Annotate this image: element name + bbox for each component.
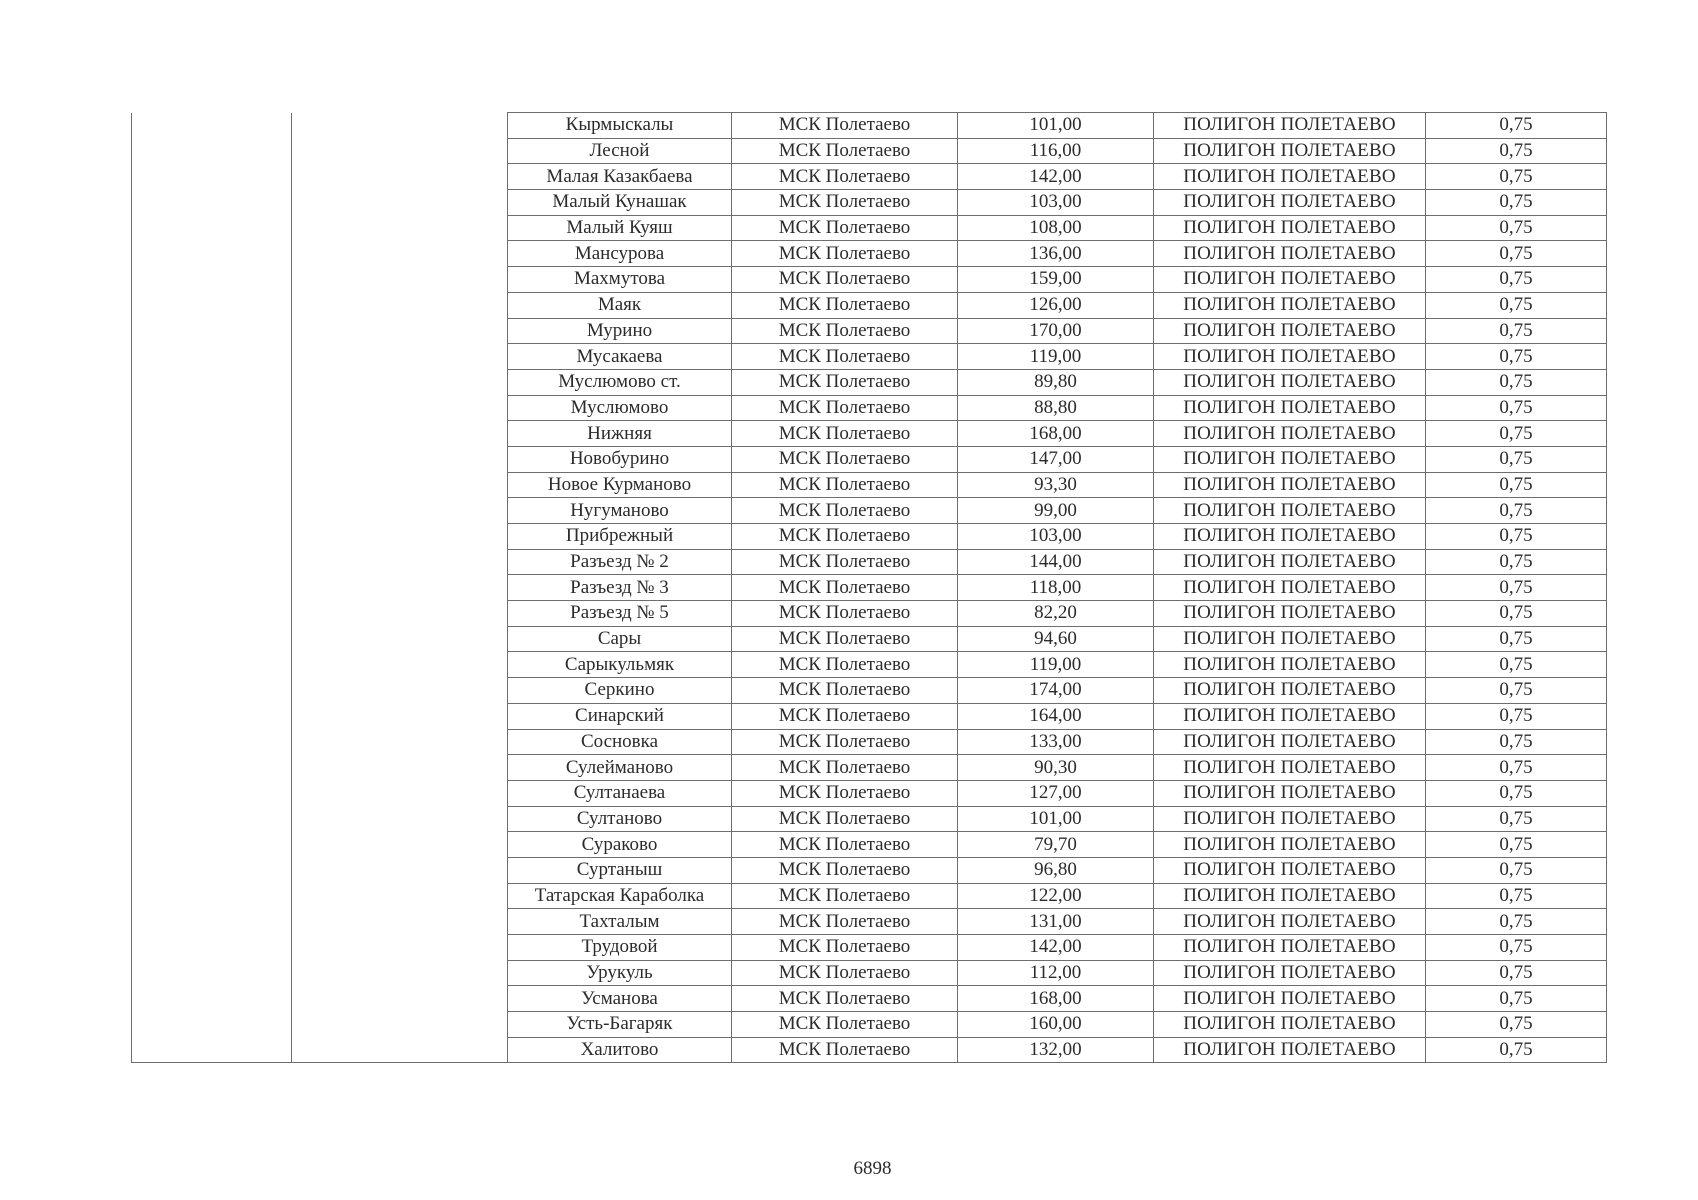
blank-cell-mid — [292, 755, 508, 781]
source-cell: МСК Полетаево — [732, 318, 958, 344]
source-cell: МСК Полетаево — [732, 703, 958, 729]
coefficient-cell: 0,75 — [1426, 626, 1607, 652]
blank-cell-left — [132, 292, 292, 318]
table-row — [132, 575, 1607, 601]
settlement-cell: Мусакаева — [508, 344, 732, 370]
blank-cell-mid — [292, 267, 508, 293]
target-cell: ПОЛИГОН ПОЛЕТАЕВО — [1154, 138, 1426, 164]
blank-cell-left — [132, 935, 292, 961]
settlement-cell: Халитово — [508, 1037, 732, 1063]
blank-cell-mid — [292, 729, 508, 755]
table-row — [132, 138, 1607, 164]
distance-cell: 131,00 — [958, 909, 1154, 935]
blank-cell-left — [132, 498, 292, 524]
target-cell: ПОЛИГОН ПОЛЕТАЕВО — [1154, 344, 1426, 370]
table-row — [132, 703, 1607, 729]
source-cell: МСК Полетаево — [732, 575, 958, 601]
distance-cell: 103,00 — [958, 190, 1154, 216]
blank-cell-mid — [292, 960, 508, 986]
distance-cell: 119,00 — [958, 652, 1154, 678]
blank-cell-left — [132, 549, 292, 575]
source-cell: МСК Полетаево — [732, 446, 958, 472]
source-cell: МСК Полетаево — [732, 857, 958, 883]
target-cell: ПОЛИГОН ПОЛЕТАЕВО — [1154, 369, 1426, 395]
source-cell: МСК Полетаево — [732, 601, 958, 627]
table-row — [132, 344, 1607, 370]
distance-cell: 122,00 — [958, 883, 1154, 909]
coefficient-cell: 0,75 — [1426, 935, 1607, 961]
blank-cell-left — [132, 575, 292, 601]
distance-cell: 159,00 — [958, 267, 1154, 293]
settlement-cell: Новобурино — [508, 446, 732, 472]
target-cell: ПОЛИГОН ПОЛЕТАЕВО — [1154, 935, 1426, 961]
settlement-cell: Усть-Багаряк — [508, 1012, 732, 1038]
table-row — [132, 857, 1607, 883]
table-row — [132, 780, 1607, 806]
settlement-cell: Разъезд № 5 — [508, 601, 732, 627]
blank-cell-mid — [292, 138, 508, 164]
table-row — [132, 318, 1607, 344]
target-cell: ПОЛИГОН ПОЛЕТАЕВО — [1154, 575, 1426, 601]
target-cell: ПОЛИГОН ПОЛЕТАЕВО — [1154, 215, 1426, 241]
blank-cell-left — [132, 446, 292, 472]
table-row — [132, 549, 1607, 575]
coefficient-cell: 0,75 — [1426, 113, 1607, 139]
settlement-cell: Суртаныш — [508, 857, 732, 883]
coefficient-cell: 0,75 — [1426, 729, 1607, 755]
target-cell: ПОЛИГОН ПОЛЕТАЕВО — [1154, 986, 1426, 1012]
source-cell: МСК Полетаево — [732, 113, 958, 139]
settlement-cell: Мурино — [508, 318, 732, 344]
target-cell: ПОЛИГОН ПОЛЕТАЕВО — [1154, 626, 1426, 652]
blank-cell-left — [132, 318, 292, 344]
distance-cell: 108,00 — [958, 215, 1154, 241]
data-table — [131, 112, 1607, 1063]
coefficient-cell: 0,75 — [1426, 472, 1607, 498]
blank-cell-mid — [292, 113, 508, 139]
blank-cell-mid — [292, 1037, 508, 1063]
coefficient-cell: 0,75 — [1426, 1012, 1607, 1038]
target-cell: ПОЛИГОН ПОЛЕТАЕВО — [1154, 806, 1426, 832]
settlement-cell: Сары — [508, 626, 732, 652]
distance-cell: 168,00 — [958, 986, 1154, 1012]
blank-cell-left — [132, 986, 292, 1012]
distance-cell: 119,00 — [958, 344, 1154, 370]
coefficient-cell: 0,75 — [1426, 832, 1607, 858]
coefficient-cell: 0,75 — [1426, 292, 1607, 318]
settlement-cell: Татарская Караболка — [508, 883, 732, 909]
source-cell: МСК Полетаево — [732, 678, 958, 704]
target-cell: ПОЛИГОН ПОЛЕТАЕВО — [1154, 498, 1426, 524]
source-cell: МСК Полетаево — [732, 267, 958, 293]
source-cell: МСК Полетаево — [732, 909, 958, 935]
coefficient-cell: 0,75 — [1426, 780, 1607, 806]
blank-cell-left — [132, 626, 292, 652]
settlement-cell: Новое Курманово — [508, 472, 732, 498]
target-cell: ПОЛИГОН ПОЛЕТАЕВО — [1154, 780, 1426, 806]
blank-cell-mid — [292, 703, 508, 729]
blank-cell-left — [132, 395, 292, 421]
source-cell: МСК Полетаево — [732, 164, 958, 190]
coefficient-cell: 0,75 — [1426, 549, 1607, 575]
target-cell: ПОЛИГОН ПОЛЕТАЕВО — [1154, 395, 1426, 421]
blank-cell-mid — [292, 241, 508, 267]
target-cell: ПОЛИГОН ПОЛЕТАЕВО — [1154, 421, 1426, 447]
page-number: 6898 — [853, 1158, 892, 1179]
source-cell: МСК Полетаево — [732, 524, 958, 550]
table-row — [132, 190, 1607, 216]
target-cell: ПОЛИГОН ПОЛЕТАЕВО — [1154, 267, 1426, 293]
blank-cell-mid — [292, 344, 508, 370]
table-row — [132, 1037, 1607, 1063]
settlement-cell: Маяк — [508, 292, 732, 318]
blank-cell-mid — [292, 806, 508, 832]
source-cell: МСК Полетаево — [732, 780, 958, 806]
blank-cell-left — [132, 421, 292, 447]
source-cell: МСК Полетаево — [732, 729, 958, 755]
settlement-cell: Мансурова — [508, 241, 732, 267]
table-row — [132, 652, 1607, 678]
table-row — [132, 601, 1607, 627]
table-row — [132, 729, 1607, 755]
distance-cell: 82,20 — [958, 601, 1154, 627]
settlement-cell: Тахталым — [508, 909, 732, 935]
source-cell: МСК Полетаево — [732, 395, 958, 421]
blank-cell-left — [132, 524, 292, 550]
table-row — [132, 883, 1607, 909]
target-cell: ПОЛИГОН ПОЛЕТАЕВО — [1154, 446, 1426, 472]
source-cell: МСК Полетаево — [732, 935, 958, 961]
source-cell: МСК Полетаево — [732, 755, 958, 781]
target-cell: ПОЛИГОН ПОЛЕТАЕВО — [1154, 190, 1426, 216]
source-cell: МСК Полетаево — [732, 960, 958, 986]
distance-cell: 89,80 — [958, 369, 1154, 395]
coefficient-cell: 0,75 — [1426, 344, 1607, 370]
table-row — [132, 960, 1607, 986]
settlement-cell: Урукуль — [508, 960, 732, 986]
distance-cell: 170,00 — [958, 318, 1154, 344]
blank-cell-left — [132, 1012, 292, 1038]
blank-cell-mid — [292, 883, 508, 909]
source-cell: МСК Полетаево — [732, 498, 958, 524]
table-row — [132, 498, 1607, 524]
blank-cell-left — [132, 215, 292, 241]
coefficient-cell: 0,75 — [1426, 138, 1607, 164]
settlement-cell: Лесной — [508, 138, 732, 164]
source-cell: МСК Полетаево — [732, 369, 958, 395]
distance-cell: 79,70 — [958, 832, 1154, 858]
settlement-cell: Сураково — [508, 832, 732, 858]
blank-cell-left — [132, 960, 292, 986]
table-row — [132, 472, 1607, 498]
distance-cell: 116,00 — [958, 138, 1154, 164]
table-row — [132, 832, 1607, 858]
source-cell: МСК Полетаево — [732, 190, 958, 216]
settlement-cell: Султанаева — [508, 780, 732, 806]
target-cell: ПОЛИГОН ПОЛЕТАЕВО — [1154, 164, 1426, 190]
distance-cell: 160,00 — [958, 1012, 1154, 1038]
target-cell: ПОЛИГОН ПОЛЕТАЕВО — [1154, 292, 1426, 318]
table-row — [132, 292, 1607, 318]
settlement-cell: Сарыкульмяк — [508, 652, 732, 678]
blank-cell-mid — [292, 652, 508, 678]
target-cell: ПОЛИГОН ПОЛЕТАЕВО — [1154, 472, 1426, 498]
table-row — [132, 267, 1607, 293]
blank-cell-left — [132, 678, 292, 704]
table-row — [132, 215, 1607, 241]
target-cell: ПОЛИГОН ПОЛЕТАЕВО — [1154, 241, 1426, 267]
blank-cell-mid — [292, 832, 508, 858]
distance-cell: 101,00 — [958, 113, 1154, 139]
table-row — [132, 421, 1607, 447]
distance-cell: 133,00 — [958, 729, 1154, 755]
blank-cell-mid — [292, 549, 508, 575]
coefficient-cell: 0,75 — [1426, 857, 1607, 883]
blank-cell-left — [132, 909, 292, 935]
blank-cell-left — [132, 806, 292, 832]
blank-cell-left — [132, 832, 292, 858]
distance-cell: 142,00 — [958, 164, 1154, 190]
blank-cell-mid — [292, 446, 508, 472]
target-cell: ПОЛИГОН ПОЛЕТАЕВО — [1154, 1037, 1426, 1063]
distance-cell: 90,30 — [958, 755, 1154, 781]
distance-cell: 118,00 — [958, 575, 1154, 601]
blank-cell-mid — [292, 575, 508, 601]
settlement-cell: Малая Казакбаева — [508, 164, 732, 190]
source-cell: МСК Полетаево — [732, 472, 958, 498]
blank-cell-mid — [292, 472, 508, 498]
source-cell: МСК Полетаево — [732, 549, 958, 575]
blank-cell-left — [132, 241, 292, 267]
blank-cell-mid — [292, 395, 508, 421]
settlement-cell: Трудовой — [508, 935, 732, 961]
settlement-cell: Султаново — [508, 806, 732, 832]
coefficient-cell: 0,75 — [1426, 395, 1607, 421]
distance-cell: 168,00 — [958, 421, 1154, 447]
distance-cell: 136,00 — [958, 241, 1154, 267]
coefficient-cell: 0,75 — [1426, 703, 1607, 729]
target-cell: ПОЛИГОН ПОЛЕТАЕВО — [1154, 832, 1426, 858]
table-row — [132, 395, 1607, 421]
target-cell: ПОЛИГОН ПОЛЕТАЕВО — [1154, 857, 1426, 883]
distance-cell: 99,00 — [958, 498, 1154, 524]
coefficient-cell: 0,75 — [1426, 446, 1607, 472]
target-cell: ПОЛИГОН ПОЛЕТАЕВО — [1154, 318, 1426, 344]
blank-cell-mid — [292, 935, 508, 961]
coefficient-cell: 0,75 — [1426, 267, 1607, 293]
source-cell: МСК Полетаево — [732, 344, 958, 370]
source-cell: МСК Полетаево — [732, 832, 958, 858]
coefficient-cell: 0,75 — [1426, 755, 1607, 781]
source-cell: МСК Полетаево — [732, 986, 958, 1012]
settlement-cell: Муслюмово ст. — [508, 369, 732, 395]
target-cell: ПОЛИГОН ПОЛЕТАЕВО — [1154, 524, 1426, 550]
blank-cell-left — [132, 164, 292, 190]
blank-cell-left — [132, 780, 292, 806]
blank-cell-left — [132, 755, 292, 781]
source-cell: МСК Полетаево — [732, 138, 958, 164]
blank-cell-mid — [292, 678, 508, 704]
table-row — [132, 935, 1607, 961]
target-cell: ПОЛИГОН ПОЛЕТАЕВО — [1154, 1012, 1426, 1038]
coefficient-cell: 0,75 — [1426, 678, 1607, 704]
coefficient-cell: 0,75 — [1426, 652, 1607, 678]
settlement-cell: Кырмыскалы — [508, 113, 732, 139]
coefficient-cell: 0,75 — [1426, 164, 1607, 190]
table-row — [132, 113, 1607, 139]
settlement-cell: Прибрежный — [508, 524, 732, 550]
source-cell: МСК Полетаево — [732, 241, 958, 267]
coefficient-cell: 0,75 — [1426, 986, 1607, 1012]
source-cell: МСК Полетаево — [732, 215, 958, 241]
coefficient-cell: 0,75 — [1426, 241, 1607, 267]
distance-cell: 126,00 — [958, 292, 1154, 318]
distance-cell: 112,00 — [958, 960, 1154, 986]
blank-cell-left — [132, 729, 292, 755]
settlement-cell: Разъезд № 2 — [508, 549, 732, 575]
target-cell: ПОЛИГОН ПОЛЕТАЕВО — [1154, 729, 1426, 755]
blank-cell-mid — [292, 318, 508, 344]
blank-cell-left — [132, 472, 292, 498]
coefficient-cell: 0,75 — [1426, 498, 1607, 524]
target-cell: ПОЛИГОН ПОЛЕТАЕВО — [1154, 601, 1426, 627]
settlement-cell: Нижняя — [508, 421, 732, 447]
distance-cell: 93,30 — [958, 472, 1154, 498]
distance-cell: 142,00 — [958, 935, 1154, 961]
blank-cell-mid — [292, 190, 508, 216]
blank-cell-left — [132, 138, 292, 164]
settlement-cell: Сулейманово — [508, 755, 732, 781]
distance-cell: 164,00 — [958, 703, 1154, 729]
settlement-cell: Махмутова — [508, 267, 732, 293]
blank-cell-mid — [292, 369, 508, 395]
coefficient-cell: 0,75 — [1426, 190, 1607, 216]
blank-cell-left — [132, 601, 292, 627]
source-cell: МСК Полетаево — [732, 652, 958, 678]
distance-cell: 144,00 — [958, 549, 1154, 575]
blank-cell-mid — [292, 524, 508, 550]
settlement-cell: Муслюмово — [508, 395, 732, 421]
target-cell: ПОЛИГОН ПОЛЕТАЕВО — [1154, 960, 1426, 986]
source-cell: МСК Полетаево — [732, 806, 958, 832]
blank-cell-left — [132, 113, 292, 139]
blank-cell-mid — [292, 164, 508, 190]
table-row — [132, 626, 1607, 652]
target-cell: ПОЛИГОН ПОЛЕТАЕВО — [1154, 678, 1426, 704]
table-row — [132, 446, 1607, 472]
source-cell: МСК Полетаево — [732, 883, 958, 909]
blank-cell-left — [132, 344, 292, 370]
blank-cell-left — [132, 883, 292, 909]
coefficient-cell: 0,75 — [1426, 318, 1607, 344]
blank-cell-mid — [292, 626, 508, 652]
coefficient-cell: 0,75 — [1426, 909, 1607, 935]
table-row — [132, 524, 1607, 550]
distance-cell: 101,00 — [958, 806, 1154, 832]
distance-cell: 103,00 — [958, 524, 1154, 550]
coefficient-cell: 0,75 — [1426, 524, 1607, 550]
distance-cell: 94,60 — [958, 626, 1154, 652]
settlement-cell: Усманова — [508, 986, 732, 1012]
coefficient-cell: 0,75 — [1426, 960, 1607, 986]
coefficient-cell: 0,75 — [1426, 369, 1607, 395]
table-row — [132, 678, 1607, 704]
table-row — [132, 164, 1607, 190]
table-row — [132, 986, 1607, 1012]
target-cell: ПОЛИГОН ПОЛЕТАЕВО — [1154, 703, 1426, 729]
coefficient-cell: 0,75 — [1426, 601, 1607, 627]
table-row — [132, 909, 1607, 935]
settlement-cell: Синарский — [508, 703, 732, 729]
source-cell: МСК Полетаево — [732, 421, 958, 447]
source-cell: МСК Полетаево — [732, 292, 958, 318]
source-cell: МСК Полетаево — [732, 626, 958, 652]
settlement-cell: Нугуманово — [508, 498, 732, 524]
table-row — [132, 241, 1607, 267]
blank-cell-left — [132, 1037, 292, 1063]
target-cell: ПОЛИГОН ПОЛЕТАЕВО — [1154, 113, 1426, 139]
settlement-cell: Малый Кунашак — [508, 190, 732, 216]
blank-cell-mid — [292, 292, 508, 318]
distance-cell: 174,00 — [958, 678, 1154, 704]
target-cell: ПОЛИГОН ПОЛЕТАЕВО — [1154, 883, 1426, 909]
blank-cell-left — [132, 857, 292, 883]
settlement-cell: Малый Куяш — [508, 215, 732, 241]
blank-cell-mid — [292, 909, 508, 935]
table-row — [132, 806, 1607, 832]
distance-cell: 132,00 — [958, 1037, 1154, 1063]
table-row — [132, 369, 1607, 395]
blank-cell-mid — [292, 780, 508, 806]
source-cell: МСК Полетаево — [732, 1012, 958, 1038]
blank-cell-mid — [292, 498, 508, 524]
target-cell: ПОЛИГОН ПОЛЕТАЕВО — [1154, 549, 1426, 575]
blank-cell-mid — [292, 1012, 508, 1038]
distance-cell: 127,00 — [958, 780, 1154, 806]
target-cell: ПОЛИГОН ПОЛЕТАЕВО — [1154, 909, 1426, 935]
blank-cell-left — [132, 703, 292, 729]
blank-cell-mid — [292, 601, 508, 627]
coefficient-cell: 0,75 — [1426, 215, 1607, 241]
blank-cell-left — [132, 369, 292, 395]
blank-cell-left — [132, 652, 292, 678]
blank-cell-mid — [292, 215, 508, 241]
blank-cell-left — [132, 267, 292, 293]
table-row — [132, 1012, 1607, 1038]
blank-cell-mid — [292, 857, 508, 883]
blank-cell-mid — [292, 986, 508, 1012]
blank-cell-left — [132, 190, 292, 216]
source-cell: МСК Полетаево — [732, 1037, 958, 1063]
coefficient-cell: 0,75 — [1426, 806, 1607, 832]
target-cell: ПОЛИГОН ПОЛЕТАЕВО — [1154, 755, 1426, 781]
distance-cell: 147,00 — [958, 446, 1154, 472]
settlement-cell: Разъезд № 3 — [508, 575, 732, 601]
coefficient-cell: 0,75 — [1426, 1037, 1607, 1063]
coefficient-cell: 0,75 — [1426, 883, 1607, 909]
table-body — [132, 113, 1607, 1063]
distance-cell: 96,80 — [958, 857, 1154, 883]
settlement-cell: Сосновка — [508, 729, 732, 755]
blank-cell-mid — [292, 421, 508, 447]
settlement-cell: Серкино — [508, 678, 732, 704]
coefficient-cell: 0,75 — [1426, 575, 1607, 601]
target-cell: ПОЛИГОН ПОЛЕТАЕВО — [1154, 652, 1426, 678]
distance-cell: 88,80 — [958, 395, 1154, 421]
coefficient-cell: 0,75 — [1426, 421, 1607, 447]
table-row — [132, 755, 1607, 781]
